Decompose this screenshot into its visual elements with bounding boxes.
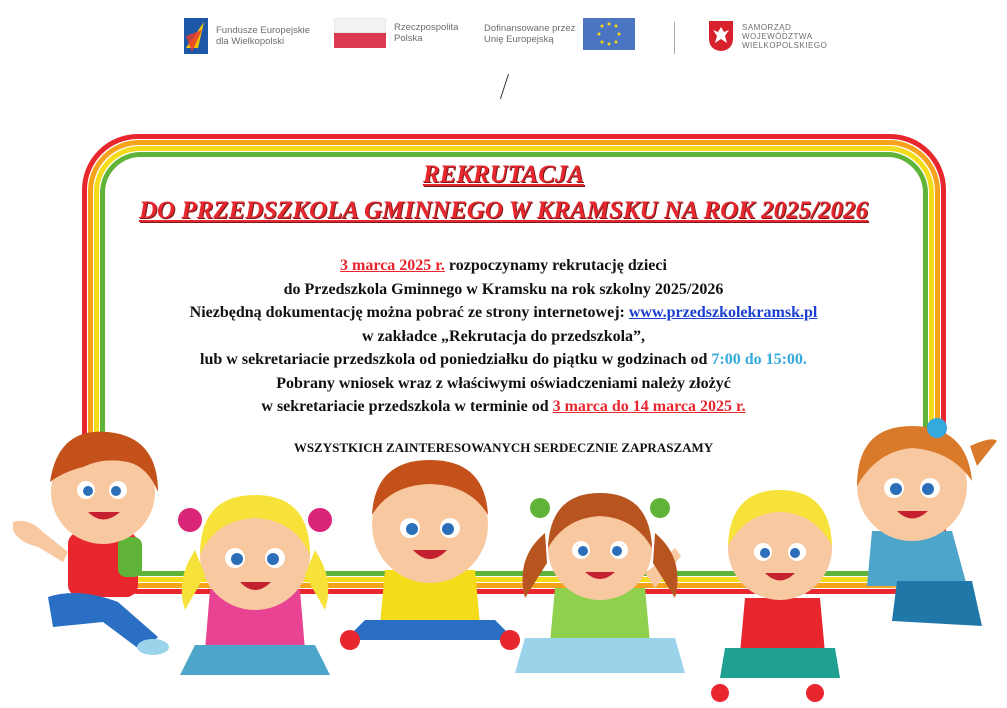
body-line3 [0, 304, 1007, 322]
fe-line2: dla Wielkopolski [216, 36, 285, 47]
body-line4: w zakładce „Rekrutacja do przedszkola”, [361, 328, 646, 345]
sww-line1: SAMORZĄD [742, 22, 792, 32]
fe-line1: Fundusze Europejskie [216, 25, 310, 36]
sww-line3: WIELKOPOLSKIEGO [742, 40, 828, 50]
deadline-dates: 3 marca do 14 marca 2025 r. [552, 398, 746, 415]
eu-flag-icon [583, 18, 635, 50]
logo-divider [674, 22, 675, 54]
body-line6: Pobrany wniosek wraz z właściwymi oświadczeniami należy złożyć [276, 375, 731, 392]
start-date: 3 marca 2025 r. [340, 257, 445, 274]
kid-boy-left-illustration [8, 412, 178, 662]
body-line7-text: w sekretariacie przedszkola w terminie od [261, 398, 553, 415]
body-line5 [0, 351, 1007, 369]
title-line2: DO PRZEDSZKOLA GMINNEGO W KRAMSKU NA ROK 2025/2026 [138, 197, 869, 224]
kid-girl-green-illustration [505, 478, 695, 678]
body-line2: do Przedszkola Gminnego w Kramsku na rok szkolny 2025/2026 [283, 281, 724, 298]
ue-line2: Unię Europejską [484, 34, 554, 45]
rp-logo [334, 18, 458, 48]
body-line1-rest: rozpoczynamy rekrutację dzieci [444, 257, 667, 274]
body-line5-text: lub w sekretariacie przedszkola od poniedziałku do piątku w godzinach od [200, 351, 712, 368]
eagle-shield-icon [708, 20, 734, 52]
body-line3-text: Niezbędną dokumentację można pobrać ze strony internetowej: [189, 304, 629, 321]
pl-flag-icon [334, 18, 386, 48]
title-line1: REKRUTACJA [422, 161, 585, 188]
invitation-text: WSZYSTKICH ZAINTERESOWANYCH SERDECZNIE ZAPRASZAMY [293, 440, 714, 455]
website-link[interactable]: www.przedszkolekramsk.pl [628, 304, 818, 321]
kid-boy-blond-illustration [705, 478, 855, 703]
office-hours: 7:00 do 15:00. [711, 351, 807, 368]
sww-line2: WOJEWÓDZTWA [742, 31, 813, 41]
fe-logo [184, 18, 310, 54]
sww-logo [708, 20, 827, 52]
kid-boy-center-illustration [335, 440, 525, 670]
ue-logo [484, 18, 635, 50]
ue-line1: Dofinansowane przez [484, 23, 576, 34]
slash-mark [500, 74, 509, 99]
rp-line1: Rzeczpospolita [394, 22, 459, 33]
rp-line2: Polska [394, 33, 423, 44]
kid-girl-blue-illustration [842, 406, 1002, 656]
logo-bar [0, 0, 1007, 65]
kid-girl-pink-illustration [155, 480, 355, 690]
fe-flag-icon [184, 18, 208, 54]
body-line1 [0, 257, 1007, 275]
